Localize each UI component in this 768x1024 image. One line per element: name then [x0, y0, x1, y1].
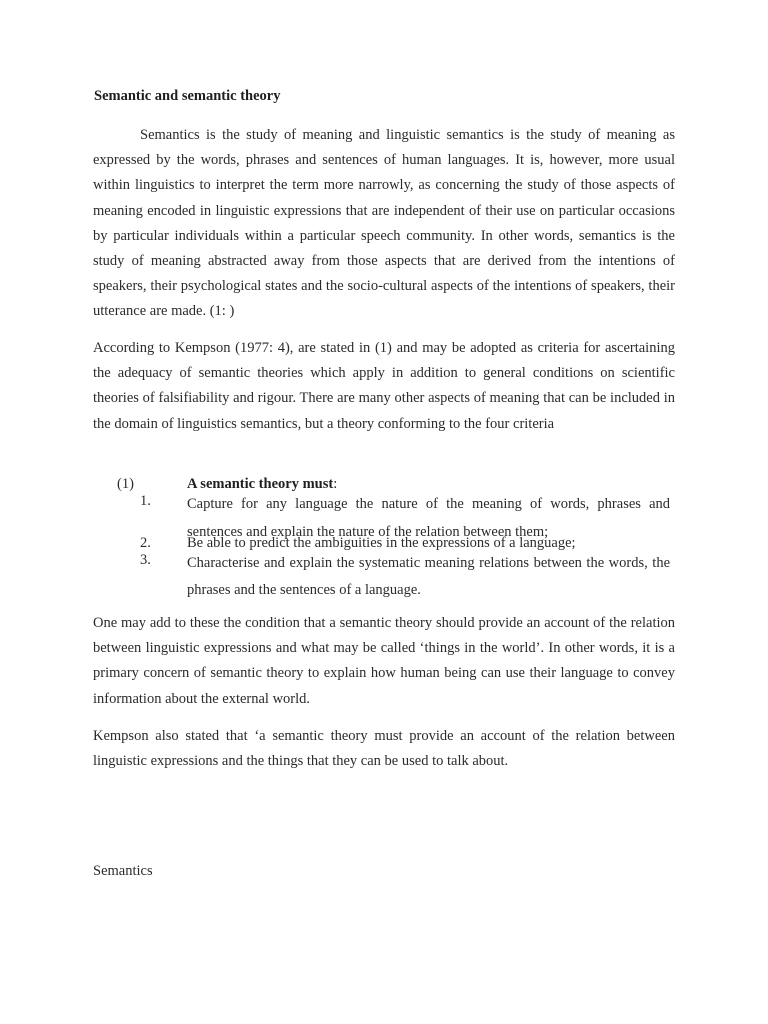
document-heading: Semantic and semantic theory [94, 88, 281, 104]
list-item-number: 3. [140, 552, 151, 568]
list-title-colon: : [333, 476, 338, 492]
list-item-text: Capture for any language the nature of the meaning of words, phrases and sentences and explain the nature of the relation between them; [187, 496, 670, 540]
list-label: (1) [117, 476, 134, 492]
paragraph-kempson-quote: Kempson also stated that ‘a semantic theory must provide an account of the relation between linguistic expressions and the things that they can be used to talk about. [93, 728, 675, 770]
section-heading-semantics: Semantics [93, 863, 153, 879]
list-item-text: Be able to predict the ambiguities in the expressions of a language; [187, 535, 576, 551]
list-item-number: 1. [140, 493, 151, 509]
paragraph-semantics-definition: Semantics is the study of meaning and linguistic semantics is the study of meaning as expressed by the words, phrases and sentences of human languages. It is, however, more usual within linguistics to interpret the term more narrowly, as concerning the study of those aspects of meaning encoded in linguistic expressions that are independent of their use on particular occasions by particular individuals within a particular speech community. In other words, semantics is the study of meaning abstracted away from those aspects that are derived from the intentions of speakers, their psychological states and the socio-cultural aspects of the intentions of speakers, their utterance are made. (1: ) [93, 127, 675, 320]
paragraph-things-in-world: One may add to these the condition that a semantic theory should provide an account of the relation between linguistic expressions and what may be called ‘things in the world’. In other words, it is a primary concern of semantic theory to explain how human being can use their language to convey information about the external world. [93, 615, 675, 707]
list-title-text: A semantic theory must [187, 476, 334, 492]
list-item-text: Characterise and explain the systematic meaning relations between the words, the phrases and the sentences of a language. [187, 555, 670, 598]
paragraph-kempson-criteria: According to Kempson (1977: 4), are stated in (1) and may be adopted as criteria for ascertaining the adequacy of semantic theories which apply in addition to general conditions on scientific theories of falsifiability and rigour. There are many other aspects of meaning that can be included in the domain of linguistics semantics, but a theory conforming to the four criteria [93, 340, 675, 432]
list-item-number: 2. [140, 535, 151, 551]
